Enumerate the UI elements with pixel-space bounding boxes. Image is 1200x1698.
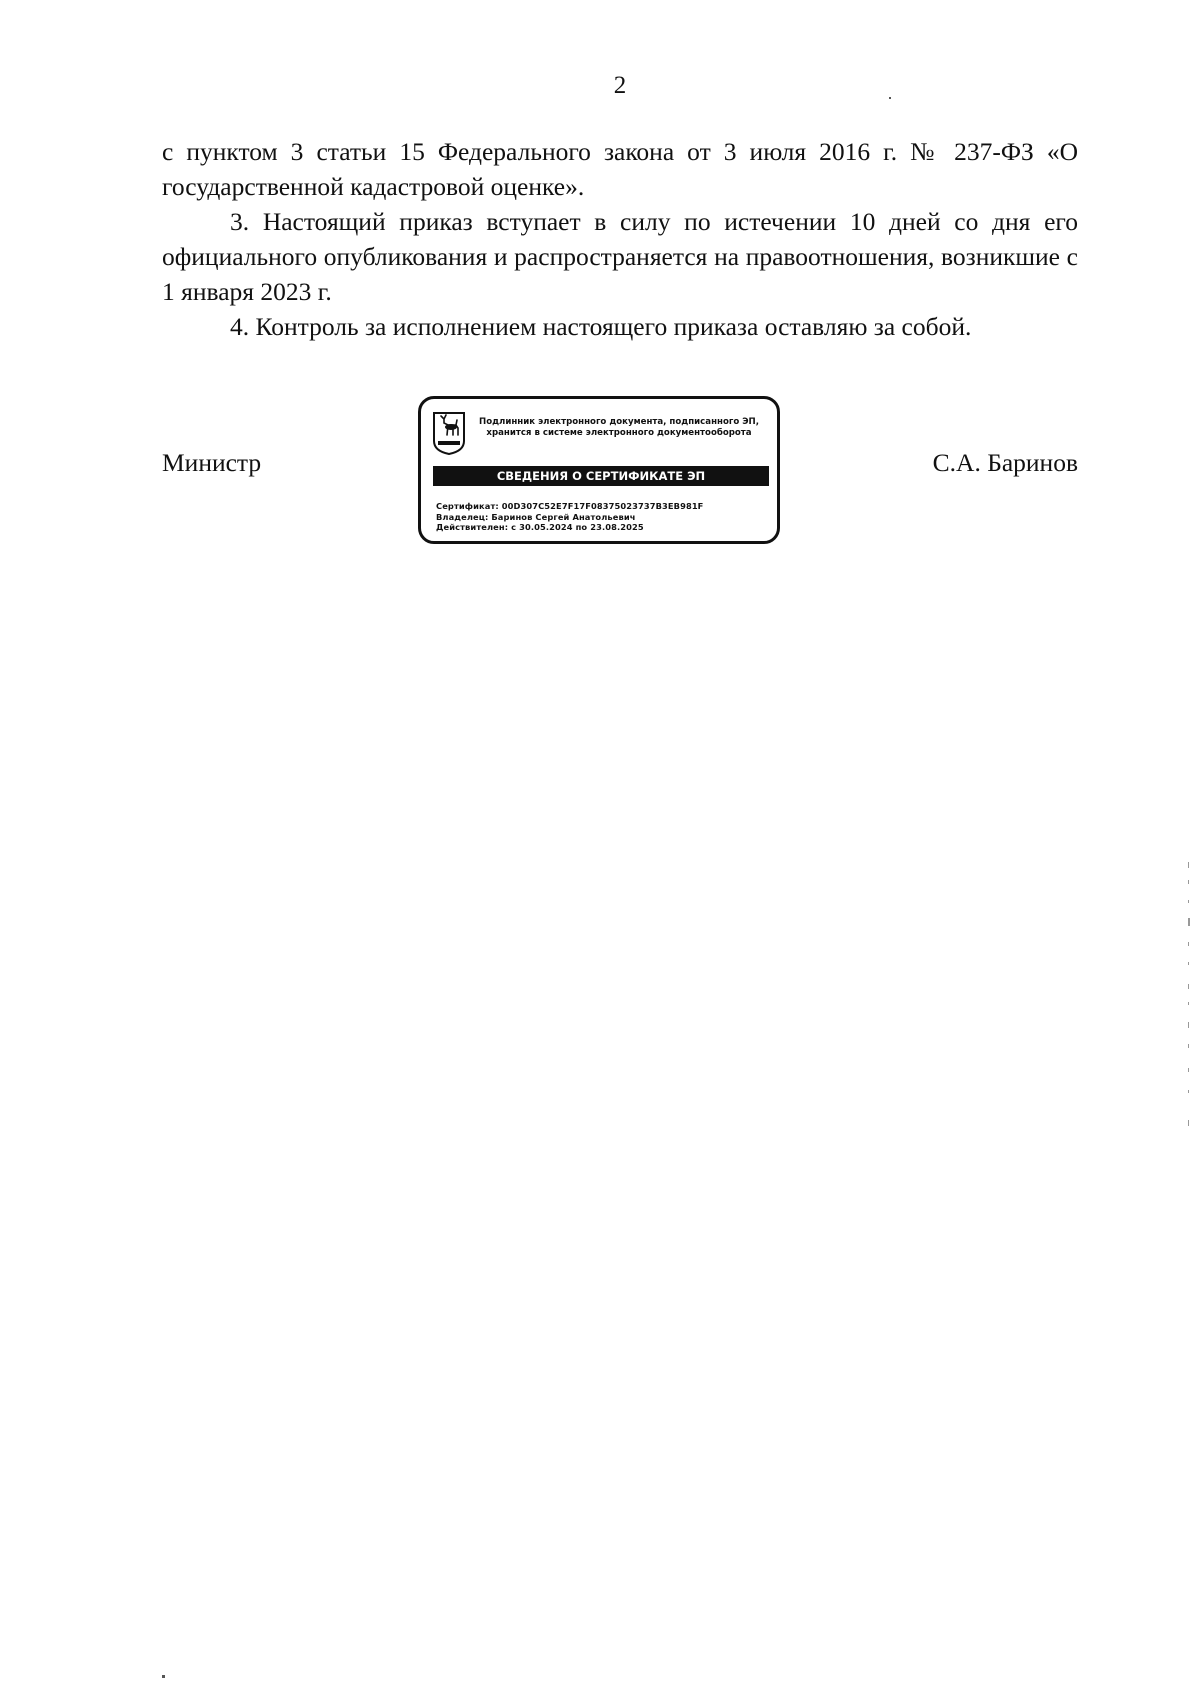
- stamp-notice: [469, 417, 769, 439]
- document-body: [162, 134, 1078, 344]
- stamp-header: СВЕДЕНИЯ О СЕРТИФИКАТЕ ЭП: [433, 466, 769, 486]
- signer-name: С.А. Баринов: [932, 448, 1078, 477]
- signer-title: Министр: [162, 448, 262, 477]
- certificate-number: Сертификат: 00D307C52E7F17F08375023737B3EB981F: [436, 501, 704, 511]
- stamp-details: [436, 501, 703, 533]
- signature-block: [162, 396, 1078, 556]
- certificate-owner: Владелец: Баринов Сергей Анатольевич: [436, 511, 636, 522]
- deer-emblem-icon: [432, 411, 466, 455]
- scan-margin-marks: [1187, 862, 1191, 1132]
- scan-speck: [162, 1675, 165, 1678]
- certificate-validity: Действителен: с 30.05.2024 по 23.08.2025: [436, 522, 644, 532]
- paragraph-4: 4. Контроль за исполнением настоящего приказа оставляю за собой.: [230, 312, 972, 341]
- scan-speck: [889, 97, 891, 99]
- page-number: 2: [613, 72, 627, 99]
- paragraph-3: 3. Настоящий приказ вступает в силу по истечении 10 дней со дня его официального опубликования и распространяется на правоотношения, возникшие с 1 января 2023 г.: [162, 207, 1078, 306]
- stamp-notice-line-1: Подлинник электронного документа, подписанного ЭП,: [479, 417, 759, 427]
- paragraph-continuation: с пунктом 3 статьи 15 Федерального закона от 3 июля 2016 г. № 237-ФЗ «О государственной кадастровой оценке».: [162, 137, 1078, 201]
- electronic-signature-stamp: [418, 396, 780, 544]
- stamp-notice-line-2: хранится в системе электронного документооборота: [486, 428, 752, 438]
